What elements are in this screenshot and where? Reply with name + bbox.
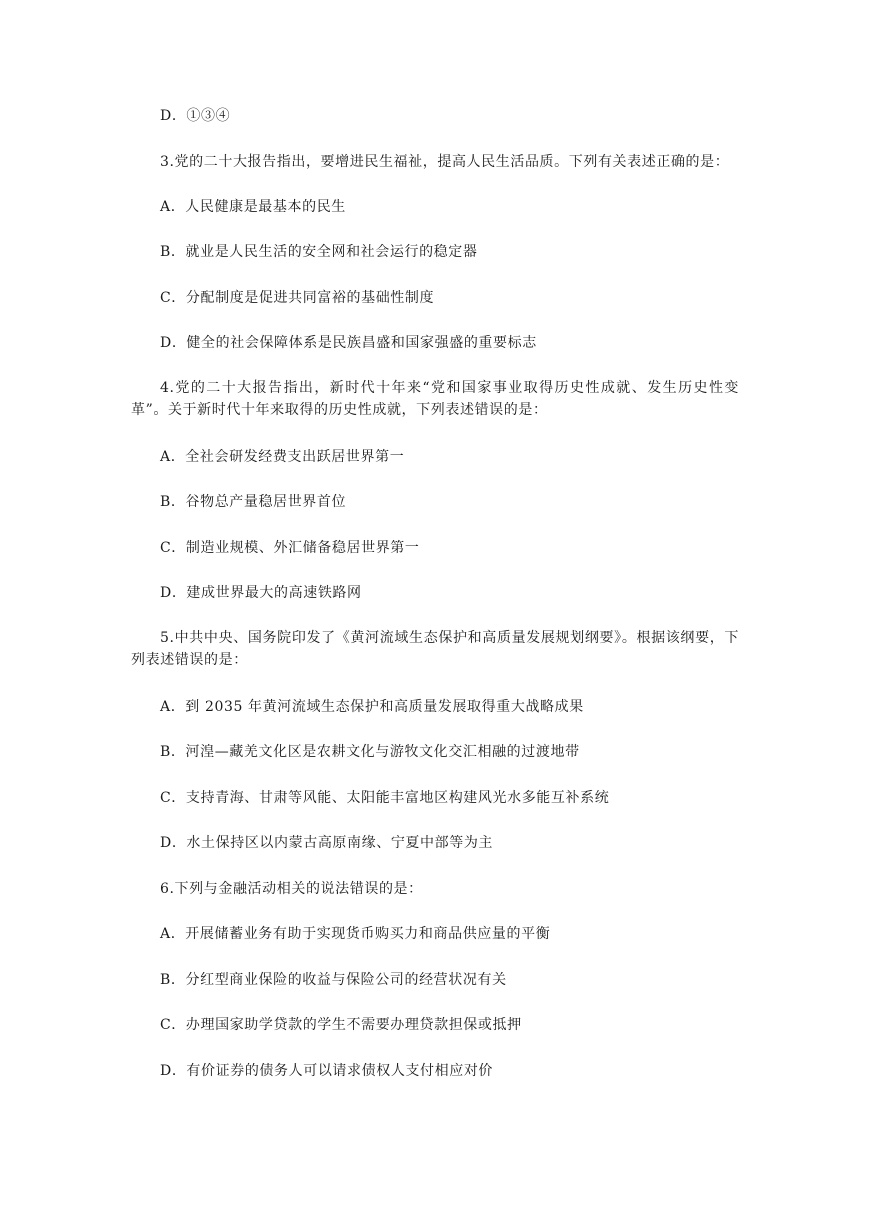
q5-option-b: B．河湟—藏羌文化区是农耕文化与游牧文化交汇相融的过渡地带 <box>160 744 580 760</box>
q5-option-d: D．水土保持区以内蒙古高原南缘、宁夏中部等为主 <box>160 835 494 851</box>
q6-option-d: D．有价证券的债务人可以请求债权人支付相应对价 <box>160 1063 494 1079</box>
q2-option-d: D．①③④ <box>160 108 231 124</box>
q6-option-c: C．办理国家助学贷款的学生不需要办理贷款担保或抵押 <box>160 1017 522 1033</box>
q3-option-a: A．人民健康是最基本的民生 <box>160 199 346 215</box>
q3-option-b: B．就业是人民生活的安全网和社会运行的稳定器 <box>160 244 478 260</box>
q4-stem: 4.党的二十大报告指出，新时代十年来“党和国家事业取得历史性成就、发生历史性变革”。关于新时代十年来取得的历史性成就，下列表述错误的是： <box>131 380 739 418</box>
q4-option-d: D．建成世界最大的高速铁路网 <box>160 585 362 601</box>
q3-option-c: C．分配制度是促进共同富裕的基础性制度 <box>160 290 435 306</box>
q4-option-a: A．全社会研发经费支出跃居世界第一 <box>160 449 405 465</box>
q6-option-b: B．分红型商业保险的收益与保险公司的经营状况有关 <box>160 972 507 988</box>
q3-option-d: D．健全的社会保障体系是民族昌盛和国家强盛的重要标志 <box>160 335 537 351</box>
q5-stem: 5.中共中央、国务院印发了《黄河流域生态保护和高质量发展规划纲要》。根据该纲要，下列表述错误的是： <box>131 630 739 668</box>
q5-option-a: A．到 2035 年黄河流域生态保护和高质量发展取得重大战略成果 <box>160 699 584 715</box>
q4-option-b: B．谷物总产量稳居世界首位 <box>160 494 347 510</box>
q6-option-a: A．开展储蓄业务有助于实现货币购买力和商品供应量的平衡 <box>160 926 551 942</box>
q5-option-c: C．支持青海、甘肃等风能、太阳能丰富地区构建风光水多能互补系统 <box>160 790 610 806</box>
q4-option-c: C．制造业规模、外汇储备稳居世界第一 <box>160 540 420 556</box>
q3-stem: 3.党的二十大报告指出，要增进民生福祉，提高人民生活品质。下列有关表述正确的是： <box>160 154 730 170</box>
q6-stem: 6.下列与金融活动相关的说法错误的是： <box>160 881 423 897</box>
